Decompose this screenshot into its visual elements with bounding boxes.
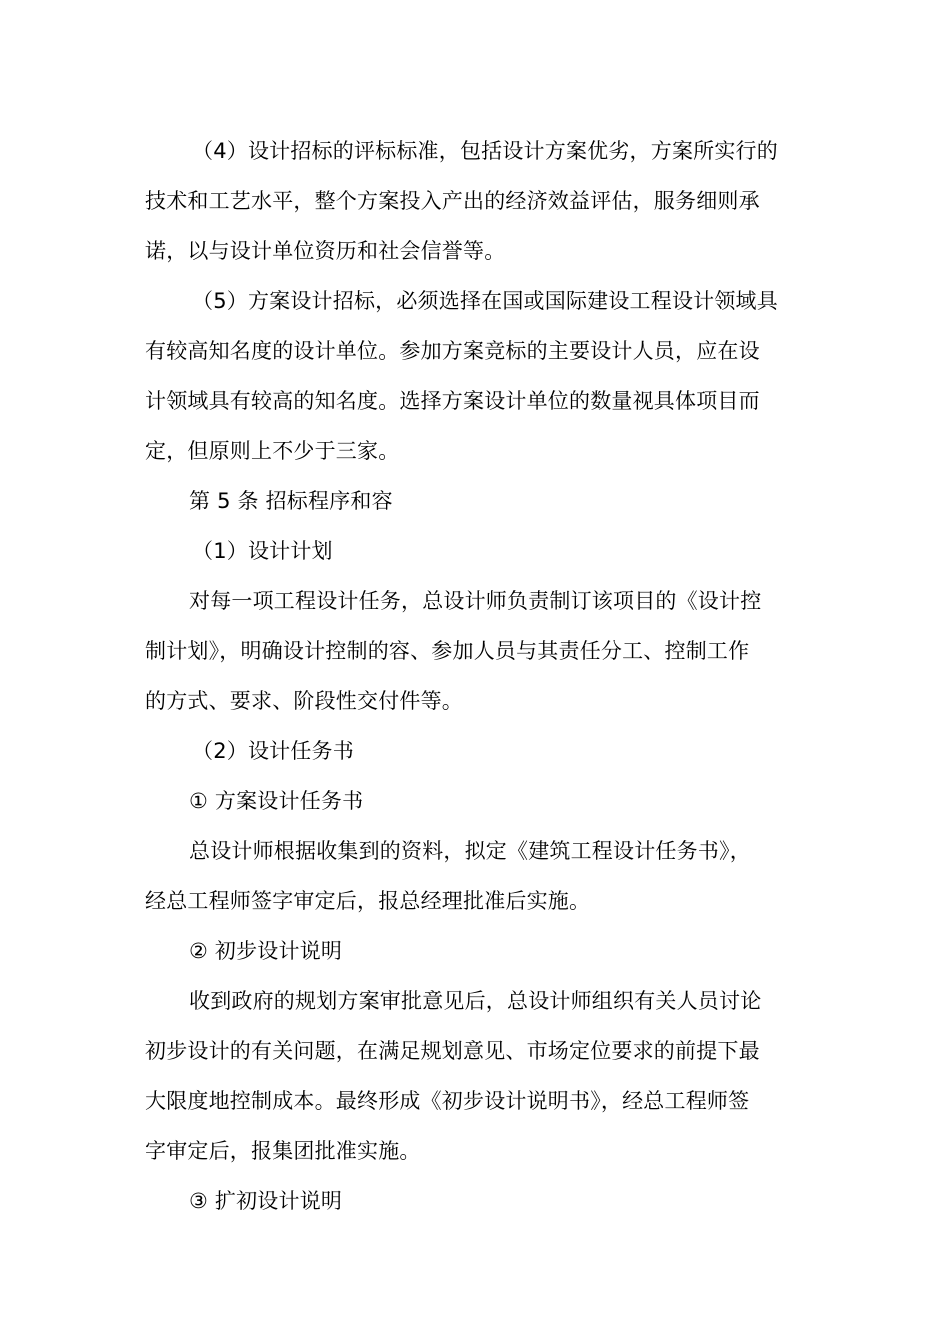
text-line: 总设计师根据收集到的资料，拟定《建筑工程设计任务书》， [189,839,751,863]
text-line: 制计划》，明确设计控制的容、参加人员与其责任分工、控制工作 [145,639,750,663]
text-line: （5）方案设计招标，必须选择在国或国际建设工程设计领域具 [192,289,778,313]
text-line: （4）设计招标的评标标准，包括设计方案优劣，方案所实行的 [192,139,778,163]
text-line: 诺，以与设计单位资历和社会信誉等。 [145,239,506,263]
item-heading: ② 初步设计说明 [189,939,343,963]
text-line: 的方式、要求、阶段性交付件等。 [145,689,463,713]
text-line: 收到政府的规划方案审批意见后，总设计师组织有关人员讨论 [189,989,762,1013]
text-line: 技术和工艺水平，整个方案投入产出的经济效益评估，服务细则承 [145,189,760,213]
item-heading: ③ 扩初设计说明 [189,1189,343,1213]
text-line: 有较高知名度的设计单位。参加方案竞标的主要设计人员，应在设 [145,339,760,363]
subsection-heading: （2）设计任务书 [192,739,354,763]
text-line: 初步设计的有关问题，在满足规划意见、市场定位要求的前提下最 [145,1039,760,1063]
subsection-heading: （1）设计计划 [192,539,333,563]
text-line: 计领域具有较高的知名度。选择方案设计单位的数量视具体项目而 [145,389,760,413]
section-heading: 第 5 条 招标程序和容 [189,489,393,513]
text-line: 大限度地控制成本。最终形成《初步设计说明书》，经总工程师签 [145,1089,750,1113]
item-heading: ① 方案设计任务书 [189,789,364,813]
text-line: 字审定后，报集团批准实施。 [145,1139,421,1163]
text-line: 对每一项工程设计任务，总设计师负责制订该项目的《设计控 [189,589,762,613]
text-line: 定，但原则上不少于三家。 [145,439,400,463]
text-line: 经总工程师签字审定后，报总经理批准后实施。 [145,889,591,913]
